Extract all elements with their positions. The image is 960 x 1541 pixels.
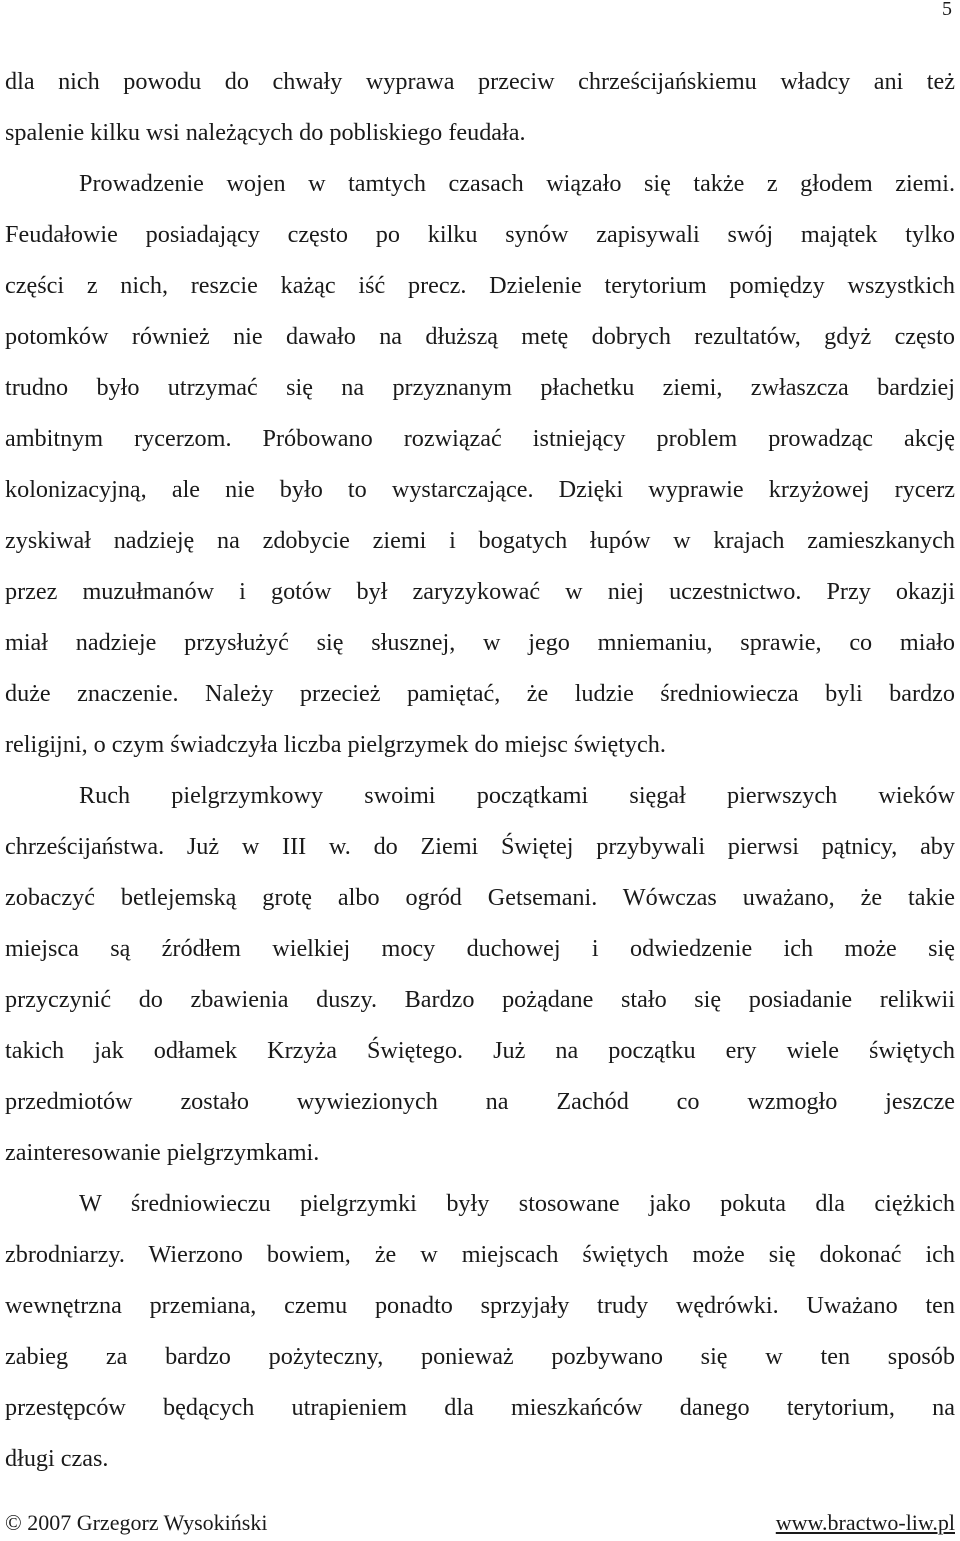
text-line: przedmiotów zostało wywiezionych na Zachód co wzmogło jeszcze	[5, 1088, 955, 1115]
copyright-notice: © 2007 Grzegorz Wysokiński	[5, 1510, 268, 1535]
page-number: 5	[942, 0, 952, 20]
text-line: zainteresowanie pielgrzymkami.	[5, 1139, 320, 1166]
text-line: przestępców będących utrapieniem dla mieszkańców danego terytorium, na	[5, 1394, 955, 1421]
text-line: Feudałowie posiadający często po kilku synów zapisywali swój majątek tylko	[5, 221, 955, 248]
text-line: W średniowieczu pielgrzymki były stosowane jako pokuta dla ciężkich	[79, 1190, 955, 1217]
text-line: duże znaczenie. Należy przecież pamiętać, że ludzie średniowiecza byli bardzo	[5, 680, 955, 707]
text-line: zobaczyć betlejemską grotę albo ogród Getsemani. Wówczas uważano, że takie	[5, 884, 955, 911]
text-line: wewnętrzna przemiana, czemu ponadto sprzyjały trudy wędrówki. Uważano ten	[5, 1292, 955, 1319]
text-line: trudno było utrzymać się na przyznanym płachetku ziemi, zwłaszcza bardziej	[5, 374, 955, 401]
text-line: zabieg za bardzo pożyteczny, ponieważ pozbywano się w ten sposób	[5, 1343, 955, 1370]
text-line: zbrodniarzy. Wierzono bowiem, że w miejscach świętych może się dokonać ich	[5, 1241, 955, 1268]
text-line: religijni, o czym świadczyła liczba pielgrzymek do miejsc świętych.	[5, 731, 666, 758]
text-line: zyskiwał nadzieję na zdobycie ziemi i bogatych łupów w krajach zamieszkanych	[5, 527, 955, 554]
text-line: potomków również nie dawało na dłuższą metę dobrych rezultatów, gdyż często	[5, 323, 955, 350]
text-line: części z nich, reszcie każąc iść precz. Dzielenie terytorium pomiędzy wszystkich	[5, 272, 955, 299]
text-line: przez muzułmanów i gotów był zaryzykować w niej uczestnictwo. Przy okazji	[5, 578, 955, 605]
text-line: miejsca są źródłem wielkiej mocy duchowej i odwiedzenie ich może się	[5, 935, 955, 962]
website-link[interactable]: www.bractwo-liw.pl	[775, 1510, 955, 1535]
text-line: Ruch pielgrzymkowy swoimi początkami sięgał pierwszych wieków	[79, 782, 955, 809]
text-line: przyczynić do zbawienia duszy. Bardzo pożądane stało się posiadanie relikwii	[5, 986, 955, 1013]
document-body	[5, 56, 955, 1484]
text-line: chrześcijaństwa. Już w III w. do Ziemi Świętej przybywali pierwsi pątnicy, aby	[5, 833, 955, 860]
text-line: takich jak odłamek Krzyża Świętego. Już na początku ery wiele świętych	[5, 1037, 955, 1064]
text-line: ambitnym rycerzom. Próbowano rozwiązać istniejący problem prowadząc akcję	[5, 425, 955, 452]
text-line: Prowadzenie wojen w tamtych czasach wiązało się także z głodem ziemi.	[79, 170, 955, 197]
text-line: spalenie kilku wsi należących do pobliskiego feudała.	[5, 119, 526, 146]
text-line: miał nadzieje przysłużyć się słusznej, w jego mniemaniu, sprawie, co miało	[5, 629, 955, 656]
text-line: dla nich powodu do chwały wyprawa przeciw chrześcijańskiemu władcy ani też	[5, 68, 955, 95]
text-line: kolonizacyjną, ale nie było to wystarczające. Dzięki wyprawie krzyżowej rycerz	[5, 476, 955, 503]
text-line: długi czas.	[5, 1445, 109, 1472]
